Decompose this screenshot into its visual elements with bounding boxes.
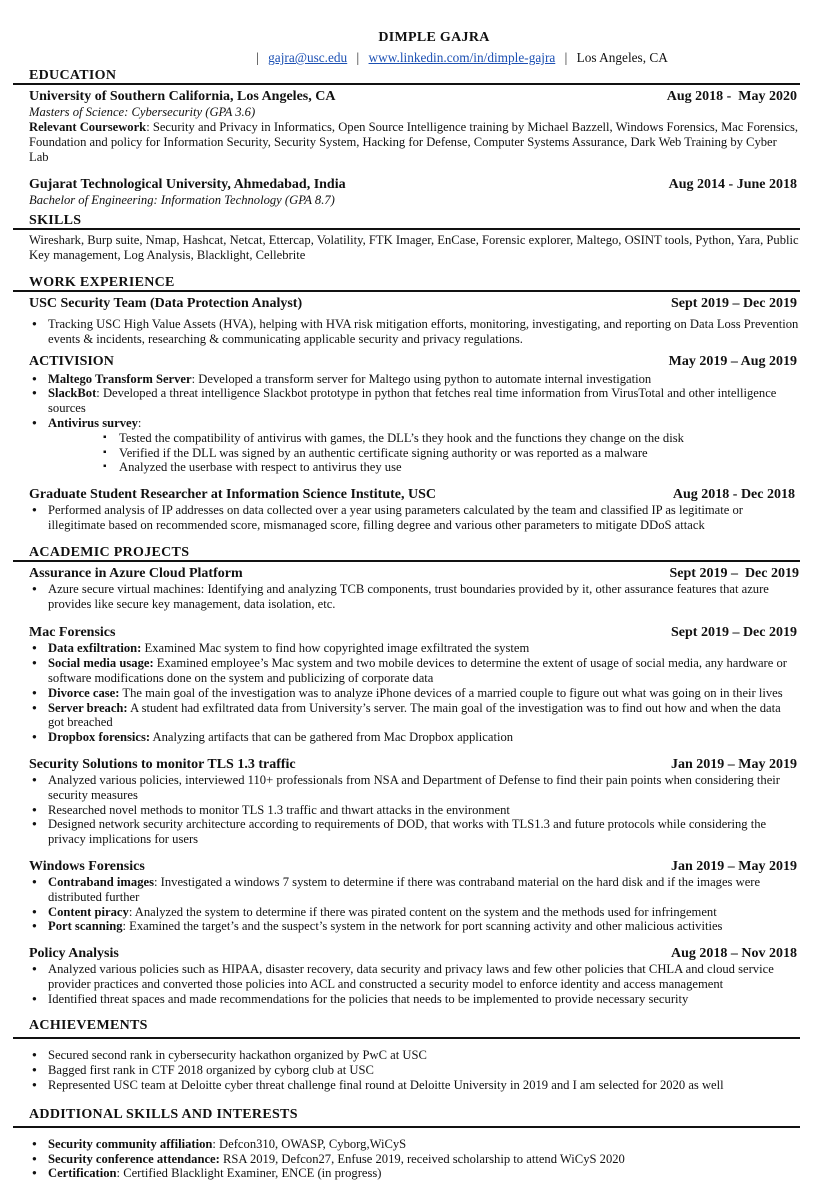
- section-title-work: WORK EXPERIENCE: [29, 274, 175, 290]
- list-item: ● Secured second rank in cybersecurity hackathon organized by PwC at USC: [29, 1048, 799, 1063]
- date-range: Aug 2018 – Nov 2018: [670, 946, 797, 962]
- bullet-text: : Defcon310, OWASP, Cyborg,WiCyS: [212, 1136, 407, 1151]
- skills-text: Wireshark, Burp suite, Nmap, Hashcat, Netcat, Ettercap, Volatility, FTK Imager, EnCase, Forensic explorer, Maltego, OSINT tools, Python, Yara, Public Key management, Log Analysis, Blacklight, Cellebrite: [29, 233, 799, 263]
- role-title: USC Security Team (Data Protection Analyst): [29, 295, 303, 311]
- date-range: Sept 2019 – Dec 2019: [671, 625, 797, 641]
- section-divider: [13, 83, 800, 85]
- project-name: Windows Forensics: [29, 858, 145, 874]
- bullet-text: : Examined the target’s and the suspect’s system in the network for port scanning activity and other malicious activities: [122, 919, 723, 934]
- bullet-text: : Analyzed the system to determine if there was pirated content on the system and the methods used for infringement: [128, 904, 717, 919]
- date-range: May 2019 – Aug 2019: [668, 353, 797, 369]
- bullet-text: : Certified Blacklight Examiner, ENCE (in progress): [116, 1166, 382, 1181]
- education-entry-gtu: [29, 176, 799, 208]
- coursework: [29, 120, 799, 164]
- list-item: [29, 875, 799, 905]
- work-entry-activision: [29, 353, 799, 370]
- role-title: Graduate Student Researcher at Information Science Institute, USC: [29, 487, 437, 503]
- list-item: [29, 905, 799, 920]
- project-entry-policy: [29, 945, 799, 962]
- date-range: Aug 2014 - June 2018: [668, 177, 797, 193]
- bullet-text: The main goal of the investigation was to analyze iPhone devices of a married couple to figure out what was going on in their lives: [119, 685, 783, 700]
- bullet-label: Social media usage:: [48, 656, 154, 671]
- school-name: Gujarat Technological University, Ahmedabad, India: [29, 177, 346, 193]
- location: Los Angeles, CA: [576, 50, 668, 65]
- bullet-label: Server breach:: [48, 700, 128, 715]
- project-name: Policy Analysis: [29, 946, 119, 962]
- bullet-label: Security community affiliation: [48, 1136, 213, 1151]
- bullet-text: Analyzing artifacts that can be gathered from Mac Dropbox application: [150, 730, 514, 745]
- role-title: ACTIVISION: [29, 353, 114, 369]
- section-title-projects: ACADEMIC PROJECTS: [29, 544, 190, 560]
- list-item: ● Tracking USC High Value Assets (HVA), helping with HVA risk mitigation efforts, monitoring, investigating, and reporting on Data Loss Prevention events & incidents, researching & communicating applicable security and privacy regulations.: [29, 317, 799, 347]
- bullet-text: Examined Mac system to find how copyrighted image exfiltrated the system: [141, 641, 530, 656]
- section-divider: [13, 1126, 800, 1128]
- email-link[interactable]: gajra@usc.edu: [268, 50, 348, 65]
- list-item: ● Represented USC team at Deloitte cyber threat challenge final round at Deloitte University in 2019 and I am selected for 2020 as well: [29, 1078, 799, 1093]
- list-item: [29, 641, 799, 656]
- date-range: Aug 2018 - May 2020: [666, 89, 797, 104]
- list-item: [29, 686, 799, 701]
- list-item: [29, 416, 799, 431]
- linkedin-link[interactable]: www.linkedin.com/in/dimple-gajra: [368, 50, 556, 65]
- date-range: Jan 2019 – May 2019: [671, 858, 797, 874]
- bullet-label: Contraband images: [48, 874, 155, 889]
- bullet-text: : Investigated a windows 7 system to determine if there was contraband material on the hard disk and if the images were distributed further: [48, 874, 761, 904]
- section-title-skills: SKILLS: [29, 213, 82, 229]
- coursework-text: : Security and Privacy in Informatics, Open Source Intelligence training by Michael Bazzell, Windows Forensics, Mac Forensics, Foundation and policy for Information Security, Security System, Hacking for Defense, Computer Systems Assurance, Dark Web Training by Cyber Lab: [29, 120, 799, 164]
- bullet-label: Dropbox forensics:: [48, 730, 151, 745]
- bullet-text: RSA 2019, Defcon27, Enfuse 2019, received scholarship to attend WiCyS 2020: [219, 1151, 625, 1166]
- sub-list-item: ▪ Verified if the DLL was signed by an authentic certificate signing authority or was reported as a malware: [29, 446, 799, 461]
- list-item: ● Designed network security architecture according to requirements of DOD, that works with TLS1.3 and future protocols while considering the privacy implications for users: [29, 817, 799, 847]
- list-item: ● Analyzed various policies such as HIPAA, disaster recovery, data security and privacy laws and few other policies that CHLA and cloud service provider practices and converted those policies into ACL and constructed a security model to enforce identity and access management: [29, 962, 799, 992]
- section-title-education: EDUCATION: [29, 68, 117, 83]
- bullet-label: Antivirus survey: [48, 415, 138, 430]
- work-entry-usc-security: [29, 295, 799, 312]
- list-item: ● Azure secure virtual machines: Identifying and analyzing TCB components, trust boundaries provided by it, other assurance features that azure provides like secure key management, data isolation, etc.: [29, 582, 799, 612]
- list-item: [29, 1166, 799, 1181]
- list-item: [29, 701, 799, 731]
- list-item: [29, 919, 799, 934]
- project-name: Security Solutions to monitor TLS 1.3 traffic: [29, 756, 296, 772]
- bullet-label: SlackBot: [48, 386, 97, 401]
- section-divider: [13, 1037, 800, 1039]
- separator: |: [356, 50, 360, 65]
- degree: Masters of Science: Cybersecurity (GPA 3.6): [29, 105, 256, 119]
- section-divider: [13, 560, 800, 562]
- list-item: ● Bagged first rank in CTF 2018 organized by cyborg club at USC: [29, 1063, 799, 1078]
- bullet-label: Content piracy: [48, 904, 129, 919]
- project-name: Assurance in Azure Cloud Platform: [29, 565, 243, 581]
- date-range: Sept 2019 – Dec 2019: [671, 295, 797, 311]
- list-item: [29, 372, 799, 387]
- list-item: ● Performed analysis of IP addresses on data collected over a year using parameters calculated by the team and classified IP as legitimate or illegitimate based on recommended score, mismanaged score, filling degree and various other parameters to mitigate DDoS attack: [29, 503, 799, 533]
- candidate-name: DIMPLE GAJRA: [378, 30, 490, 45]
- bullet-text: A student had exfiltrated data from University’s server. The main goal of the investigation was to find out how and when the data got breached: [48, 700, 781, 730]
- project-entry-windows: [29, 858, 799, 875]
- section-divider: [13, 228, 800, 230]
- degree: Bachelor of Engineering: Information Technology (GPA 8.7): [29, 193, 335, 208]
- project-name: Mac Forensics: [29, 625, 116, 641]
- list-item: ● Identified threat spaces and made recommendations for the policies that needs to be implemented to provide necessary security: [29, 992, 799, 1007]
- date-range: Aug 2018 - Dec 2018: [672, 487, 795, 503]
- bullet-label: Security conference attendance:: [48, 1151, 220, 1166]
- separator: |: [564, 50, 568, 65]
- project-entry-azure: [29, 565, 799, 582]
- bullet-label: Divorce case:: [48, 685, 120, 700]
- education-entry-usc: [29, 88, 799, 164]
- separator: |: [256, 50, 259, 65]
- list-item: [29, 730, 799, 745]
- bullet-label: Port scanning: [48, 919, 123, 934]
- list-item: ● Researched novel methods to monitor TLS 1.3 traffic and thwart attacks in the environment: [29, 803, 799, 818]
- bullet-text: :: [137, 415, 142, 430]
- list-item: [29, 656, 799, 686]
- bullet-label: Certification: [48, 1166, 117, 1181]
- section-title-achievements: ACHIEVEMENTS: [29, 1018, 148, 1034]
- list-item: [29, 1152, 799, 1167]
- bullet-label: Maltego Transform Server: [48, 371, 192, 386]
- project-entry-mac: [29, 624, 799, 641]
- contact-line: [119, 50, 799, 66]
- list-item: ● Analyzed various policies, interviewed 110+ professionals from NSA and Department of Defense to find their pain points when considering their security measures: [29, 773, 799, 803]
- sub-list-item: ▪ Analyzed the userbase with respect to antivirus they use: [29, 460, 799, 475]
- bullet-text: : Developed a transform server for Maltego using python to automate internal investigation: [191, 371, 652, 386]
- date-range: Sept 2019 – Dec 2019: [669, 565, 799, 581]
- section-divider: [13, 290, 800, 292]
- list-item: [29, 386, 799, 416]
- school-name: University of Southern California, Los Angeles, CA: [29, 89, 336, 104]
- project-entry-tls: [29, 756, 799, 773]
- section-title-additional: ADDITIONAL SKILLS AND INTERESTS: [29, 1106, 298, 1122]
- work-entry-isi: [29, 486, 799, 503]
- coursework-label: Relevant Coursework: [29, 120, 147, 134]
- bullet-text: : Developed a threat intelligence Slackbot prototype in python that fetches real time information from VirusTotal and other intelligence sources: [48, 386, 777, 416]
- list-item: [29, 1137, 799, 1152]
- bullet-label: Data exfiltration:: [48, 641, 142, 656]
- sub-list-item: ▪ Tested the compatibility of antivirus with games, the DLL’s they hook and the functions they change on the disk: [29, 431, 799, 446]
- bullet-text: Examined employee’s Mac system and two mobile devices to determine the extent of usage of social media, any hardware or software modifications done on the system and publicizing of corporate data: [48, 656, 787, 685]
- date-range: Jan 2019 – May 2019: [671, 756, 797, 772]
